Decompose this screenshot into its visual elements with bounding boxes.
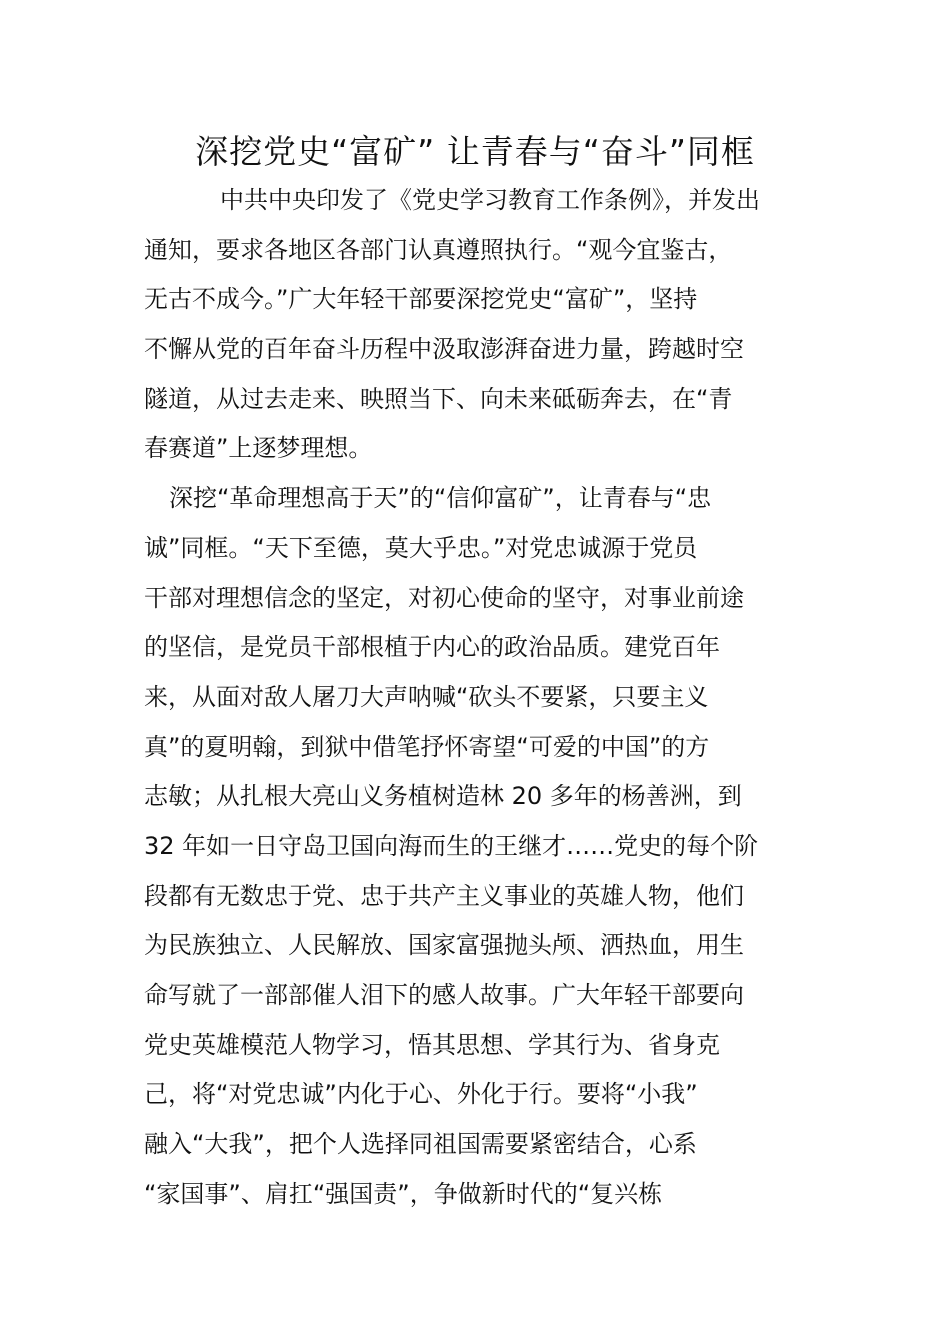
body-line: 32 年如一日守岛卫国向海而生的王继才……党史的每个阶: [144, 831, 759, 860]
body-line: 中共中央印发了《党史学习教育工作条例》，并发出: [220, 186, 760, 214]
body-line: 党史英雄模范人物学习，悟其思想、学其行为、省身克: [144, 1030, 720, 1059]
body-line: 的坚信，是党员干部根植于内心的政治品质。建党百年: [144, 633, 720, 662]
body-line: 融入“大我”，把个人选择同祖国需要紧密结合，心系: [144, 1130, 697, 1159]
body-line: 不懈从党的百年奋斗历程中汲取澎湃奋进力量，跨越时空: [144, 335, 744, 364]
body-line: 为民族独立、人民解放、国家富强抛头颅、洒热血，用生: [144, 931, 744, 960]
body-line: 干部对理想信念的坚定，对初心使命的坚守，对事业前途: [144, 583, 744, 612]
body-line: 命写就了一部部催人泪下的感人故事。广大年轻干部要向: [144, 981, 744, 1009]
body-line: 深挖“革命理想高于天”的“信仰富矿”，让青春与“忠: [169, 484, 712, 513]
body-line: 真”的夏明翰，到狱中借笔抒怀寄望“可爱的中国”的方: [144, 732, 710, 761]
body-line: 通知，要求各地区各部门认真遵照执行。“观今宜鉴古，: [144, 235, 733, 264]
body-line: 志敏；从扎根大亮山义务植树造林 20 多年的杨善洲，到: [144, 782, 742, 811]
body-line: 诚”同框。“天下至德，莫大乎忠。”对党忠诚源于党员: [144, 533, 698, 562]
body-line: 段都有无数忠于党、忠于共产主义事业的英雄人物，他们: [144, 881, 744, 910]
body-line: 春赛道”上逐梦理想。: [144, 434, 373, 463]
body-line: 隧道，从过去走来、映照当下、向未来砥砺奔去，在“青: [144, 384, 733, 413]
document-title: 深挖党史“富矿” 让青春与“奋斗”同框: [195, 132, 755, 171]
body-line: “家国事”、肩扛“强国责”，争做新时代的“复兴栋: [144, 1179, 663, 1208]
document-body: [144, 176, 809, 1219]
body-line: 己，将“对党忠诚”内化于心、外化于行。要将“小我”: [144, 1080, 698, 1109]
body-line: 无古不成今。”广大年轻干部要深挖党史“富矿”，坚持: [144, 285, 698, 314]
body-line: 来，从面对敌人屠刀大声呐喊“砍头不要紧，只要主义: [144, 682, 709, 711]
